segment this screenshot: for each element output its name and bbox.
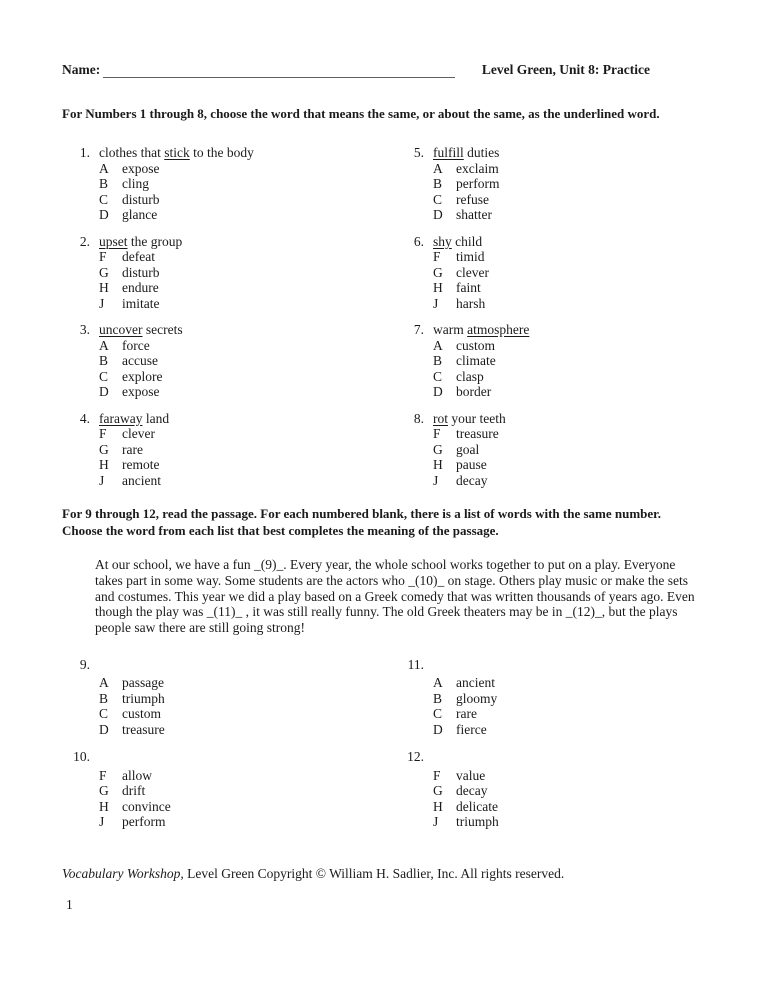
- section2-instructions: [62, 505, 706, 539]
- option-text: border: [456, 384, 492, 399]
- page-number: 1: [66, 897, 73, 912]
- option-text: triumph: [456, 814, 499, 830]
- option-row: [433, 265, 706, 281]
- option-letter: J: [433, 295, 439, 311]
- option-letter: D: [99, 384, 109, 399]
- question-number: 3.: [79, 322, 90, 337]
- option-row: [433, 457, 706, 473]
- option-text: treasure: [456, 426, 499, 441]
- option-text: shatter: [456, 207, 492, 222]
- option-text: gloomy: [456, 690, 498, 706]
- option-row: [433, 176, 706, 192]
- option-letter: G: [433, 264, 443, 280]
- option-text: goal: [456, 441, 480, 457]
- option-row: [433, 384, 706, 400]
- option-text: accuse: [122, 353, 158, 368]
- option-row: [99, 176, 396, 192]
- option-text: allow: [122, 767, 152, 783]
- option-letter: D: [99, 207, 109, 222]
- question-number: 10.: [73, 749, 90, 765]
- option-row: [99, 799, 396, 815]
- underlined-word: atmosphere: [467, 322, 530, 337]
- question-6: [396, 234, 706, 312]
- option-row: [433, 783, 706, 799]
- option-letter: A: [433, 337, 443, 353]
- option-text: explore: [122, 368, 163, 384]
- underlined-word: rot: [433, 410, 448, 426]
- section2-instructions-line2: Choose the word from each list that best completes the meaning of the passage.: [62, 523, 499, 538]
- reading-passage: At our school, we have a fun _(9)_. Every year, the whole school works together to put on a play. Everyone takes part in some way. Some students are the actors who _(10)_ on stage. Others play music or make the sets and costumes. This year we did a play based on a Greek comedy that was written thousands of years ago. Even though the play was _(11)_ , it was still really funny. The old Greek theaters may be in _(12)_, but the plays people saw there are still going strong!: [95, 557, 695, 636]
- option-row: [99, 353, 396, 369]
- option-letter: B: [99, 176, 109, 191]
- option-text: ancient: [122, 472, 161, 488]
- option-row: [99, 706, 396, 722]
- option-row: [433, 207, 706, 223]
- page-header: [62, 62, 706, 78]
- option-row: [433, 473, 706, 489]
- question-11: [396, 657, 706, 738]
- option-row: [99, 457, 396, 473]
- name-underline: [103, 64, 455, 78]
- question-2: [62, 234, 396, 312]
- option-row: [99, 369, 396, 385]
- question-3: [62, 322, 396, 400]
- option-row: [99, 296, 396, 312]
- option-text: passage: [122, 675, 164, 691]
- option-letter: C: [433, 706, 443, 722]
- copyright-line: [62, 866, 564, 882]
- option-letter: J: [433, 814, 439, 830]
- option-text: custom: [456, 337, 495, 353]
- question-7: [396, 322, 706, 400]
- question-stem: 1. clothes that stick to the body: [62, 145, 396, 161]
- option-row: [433, 296, 706, 312]
- option-letter: A: [433, 675, 443, 691]
- option-text: rare: [122, 441, 143, 457]
- option-text: cling: [122, 176, 149, 191]
- option-text: force: [122, 337, 150, 353]
- option-row: [99, 783, 396, 799]
- option-text: endure: [122, 280, 159, 295]
- option-row: [99, 473, 396, 489]
- option-letter: A: [99, 337, 109, 353]
- option-text: clasp: [456, 368, 484, 384]
- question-10: [62, 749, 396, 830]
- option-letter: J: [99, 472, 105, 488]
- option-letter: F: [433, 426, 441, 441]
- option-text: timid: [456, 249, 485, 264]
- question-stem: 3. uncover secrets: [62, 322, 396, 338]
- question-number: 2.: [79, 233, 90, 249]
- option-text: triumph: [122, 690, 165, 706]
- option-letter: A: [99, 160, 109, 176]
- option-letter: A: [433, 160, 443, 176]
- question-4: [62, 411, 396, 489]
- option-text: climate: [456, 353, 496, 368]
- option-text: clever: [456, 264, 489, 280]
- option-text: expose: [122, 384, 160, 399]
- underlined-word: fulfill: [433, 145, 464, 160]
- underlined-word: stick: [164, 145, 190, 160]
- option-text: pause: [456, 457, 487, 472]
- option-letter: H: [99, 798, 109, 814]
- option-letter: J: [433, 472, 439, 488]
- option-letter: H: [433, 280, 443, 295]
- option-text: disturb: [122, 191, 160, 207]
- option-row: [99, 207, 396, 223]
- option-row: [433, 353, 706, 369]
- question-stem: 4. faraway land: [62, 411, 396, 427]
- option-text: custom: [122, 706, 161, 722]
- question-9: [62, 657, 396, 738]
- option-row: [433, 338, 706, 354]
- option-letter: B: [433, 176, 443, 191]
- question-8: [396, 411, 706, 489]
- option-text: faint: [456, 280, 481, 295]
- option-text: convince: [122, 798, 171, 814]
- option-letter: G: [99, 264, 109, 280]
- option-text: drift: [122, 783, 146, 799]
- question-stem: 6. shy child: [396, 234, 706, 250]
- option-letter: H: [99, 280, 109, 295]
- option-row: [99, 249, 396, 265]
- option-letter: G: [433, 783, 443, 799]
- option-text: exclaim: [456, 160, 499, 176]
- option-text: expose: [122, 160, 160, 176]
- option-letter: G: [99, 441, 109, 457]
- option-text: decay: [456, 783, 488, 799]
- option-text: treasure: [122, 721, 165, 737]
- option-row: [433, 799, 706, 815]
- option-letter: A: [99, 675, 109, 691]
- underlined-word: upset: [99, 233, 128, 249]
- option-text: imitate: [122, 295, 160, 311]
- option-row: [433, 768, 706, 784]
- option-letter: C: [99, 706, 109, 722]
- option-letter: G: [99, 783, 109, 799]
- option-letter: B: [433, 690, 443, 706]
- option-text: glance: [122, 207, 158, 222]
- underlined-word: shy: [433, 233, 452, 249]
- option-letter: D: [99, 721, 109, 737]
- question-stem: [62, 749, 396, 765]
- option-letter: F: [99, 767, 107, 783]
- question-number: 5.: [413, 145, 424, 160]
- option-row: [433, 249, 706, 265]
- option-text: value: [456, 767, 486, 783]
- option-row: [99, 442, 396, 458]
- option-letter: J: [99, 295, 105, 311]
- option-row: [433, 426, 706, 442]
- option-letter: F: [99, 426, 107, 441]
- option-row: [433, 691, 706, 707]
- option-row: [433, 369, 706, 385]
- option-text: harsh: [456, 295, 486, 311]
- option-row: [99, 338, 396, 354]
- option-row: [99, 675, 396, 691]
- question-number: 4.: [79, 410, 90, 426]
- section1-instructions: For Numbers 1 through 8, choose the word that means the same, or about the same, as the underlined word.: [62, 105, 660, 121]
- option-text: refuse: [456, 191, 489, 207]
- option-text: remote: [122, 457, 160, 472]
- copyright-text: Level Green Copyright © William H. Sadlier, Inc. All rights reserved.: [183, 866, 565, 881]
- question-number: 6.: [413, 233, 424, 249]
- option-row: [99, 814, 396, 830]
- question-1: [62, 145, 396, 223]
- option-letter: D: [433, 721, 443, 737]
- question-number: 1.: [79, 145, 90, 160]
- option-letter: C: [99, 191, 109, 207]
- option-text: ancient: [456, 675, 495, 691]
- option-row: [99, 722, 396, 738]
- name-field: [62, 62, 455, 78]
- option-letter: J: [99, 814, 105, 830]
- option-text: decay: [456, 472, 488, 488]
- option-row: [99, 192, 396, 208]
- option-text: rare: [456, 706, 477, 722]
- option-row: [99, 280, 396, 296]
- option-row: [433, 442, 706, 458]
- option-row: [99, 691, 396, 707]
- book-title: Vocabulary Workshop,: [62, 866, 184, 881]
- option-row: [433, 706, 706, 722]
- option-letter: B: [99, 353, 109, 368]
- option-text: perform: [122, 814, 166, 830]
- question-number: 11.: [407, 656, 424, 672]
- option-row: [99, 384, 396, 400]
- option-letter: H: [433, 798, 443, 814]
- name-label: Name:: [62, 62, 101, 77]
- option-text: delicate: [456, 798, 498, 814]
- option-letter: F: [433, 767, 441, 783]
- option-letter: D: [433, 384, 443, 399]
- option-letter: G: [433, 441, 443, 457]
- underlined-word: uncover: [99, 322, 143, 337]
- option-letter: B: [99, 690, 109, 706]
- question-number: 7.: [413, 322, 424, 337]
- underlined-word: faraway: [99, 410, 143, 426]
- option-text: fierce: [456, 721, 487, 737]
- option-letter: D: [433, 207, 443, 222]
- question-stem: 5. fulfill duties: [396, 145, 706, 161]
- option-row: [433, 161, 706, 177]
- option-row: [433, 814, 706, 830]
- option-letter: F: [99, 249, 107, 264]
- questions-1-8: [62, 145, 706, 488]
- option-row: [433, 280, 706, 296]
- option-text: defeat: [122, 249, 155, 264]
- option-letter: B: [433, 353, 443, 368]
- option-row: [433, 192, 706, 208]
- option-letter: C: [433, 191, 443, 207]
- question-stem: [396, 749, 706, 765]
- page-title: Level Green, Unit 8: Practice: [481, 62, 650, 77]
- option-text: perform: [456, 176, 500, 191]
- question-stem: [396, 657, 706, 673]
- question-stem: 2. upset the group: [62, 234, 396, 250]
- question-stem: 8. rot your teeth: [396, 411, 706, 427]
- option-row: [433, 675, 706, 691]
- option-letter: H: [433, 457, 443, 472]
- question-stem: 7. warm atmosphere: [396, 322, 706, 338]
- option-row: [99, 768, 396, 784]
- option-text: disturb: [122, 264, 160, 280]
- question-5: [396, 145, 706, 223]
- question-number: 12.: [407, 749, 424, 765]
- question-stem: [62, 657, 396, 673]
- option-letter: H: [99, 457, 109, 472]
- question-number: 9.: [79, 656, 90, 672]
- option-text: clever: [122, 426, 155, 441]
- option-letter: F: [433, 249, 441, 264]
- section2-instructions-line1: For 9 through 12, read the passage. For each numbered blank, there is a list of words with the same number.: [62, 506, 661, 521]
- question-number: 8.: [413, 410, 424, 426]
- question-12: [396, 749, 706, 830]
- questions-9-12: [62, 657, 706, 830]
- option-row: [433, 722, 706, 738]
- option-row: [99, 265, 396, 281]
- option-row: [99, 426, 396, 442]
- option-row: [99, 161, 396, 177]
- option-letter: C: [99, 368, 109, 384]
- option-letter: C: [433, 368, 443, 384]
